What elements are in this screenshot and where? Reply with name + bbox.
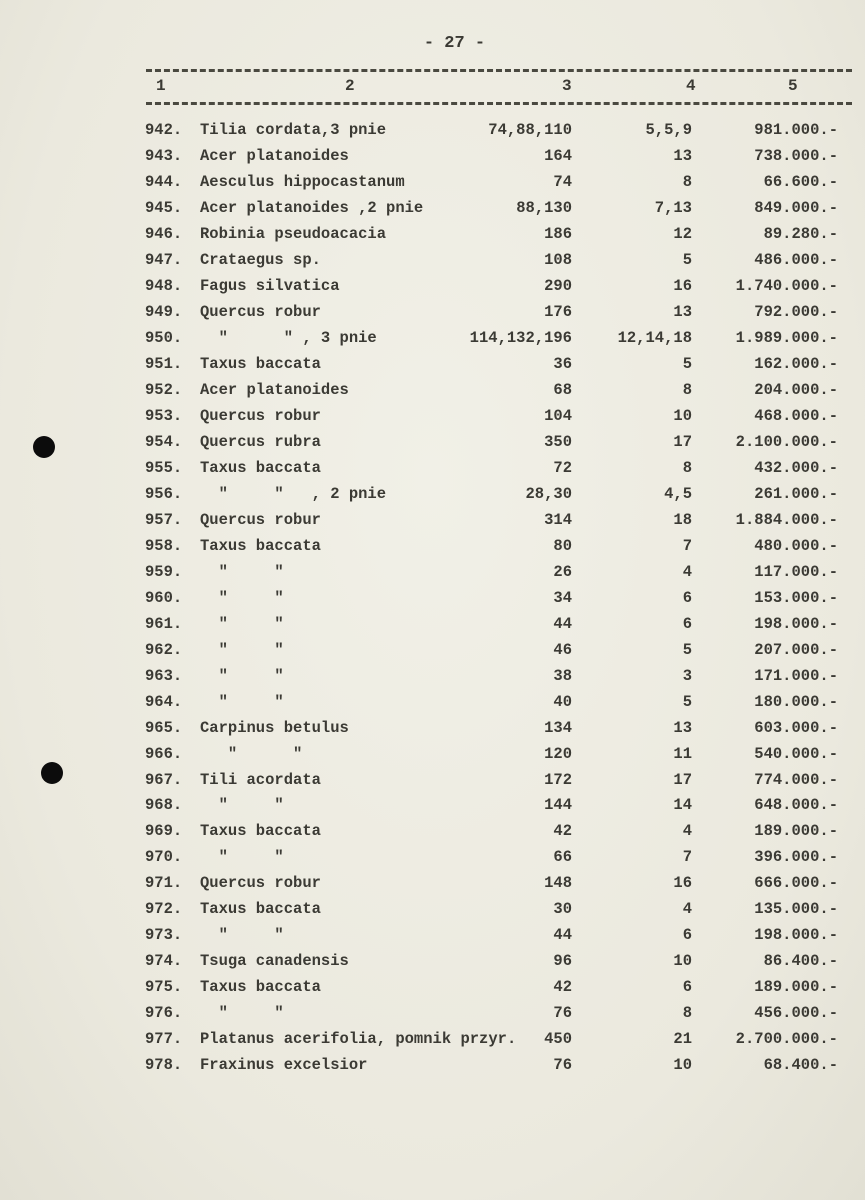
table-row: [0, 121, 865, 145]
col-3-value: 76: [553, 1004, 572, 1023]
row-number: 948.: [145, 276, 183, 295]
table-row: [0, 1056, 865, 1080]
table-row: [0, 433, 865, 457]
table-row: [0, 199, 865, 223]
col-4-value: 4: [682, 900, 692, 919]
col-5-value: 792.000.-: [754, 302, 838, 321]
col-4-value: 16: [673, 874, 692, 893]
col-4-value: 17: [673, 432, 692, 451]
species-name: " " , 3 pnie: [200, 328, 377, 347]
row-number: 977.: [145, 1030, 183, 1049]
species-name: Tsuga canadensis: [200, 952, 349, 971]
table-row: [0, 537, 865, 561]
species-name: Quercus robur: [200, 406, 321, 425]
table-row: [0, 745, 865, 769]
col-5-value: 171.000.-: [754, 666, 838, 685]
col-3-value: 66: [553, 848, 572, 867]
col-3-value: 74,88,110: [488, 121, 572, 139]
species-name: Taxus baccata: [200, 822, 321, 841]
row-number: 945.: [145, 198, 183, 217]
row-number: 976.: [145, 1004, 183, 1023]
col-5-value: 66.600.-: [763, 172, 838, 191]
row-number: 942.: [145, 121, 183, 139]
table-row: [0, 952, 865, 976]
row-number: 965.: [145, 718, 183, 737]
species-name: Platanus acerifolia, pomnik przyr.: [200, 1030, 517, 1049]
row-number: 972.: [145, 900, 183, 919]
col-4-value: 7: [682, 536, 692, 555]
species-name: Acer platanoides: [200, 146, 349, 165]
col-5-value: 603.000.-: [754, 718, 838, 737]
species-name: Crataegus sp.: [200, 250, 321, 269]
col-5-value: 135.000.-: [754, 900, 838, 919]
col-4-value: 10: [673, 1056, 692, 1075]
col-5-value: 774.000.-: [754, 770, 838, 789]
col-3-value: 108: [544, 250, 572, 269]
col-4-value: 18: [673, 510, 692, 529]
row-number: 959.: [145, 562, 183, 581]
table-row: [0, 511, 865, 535]
species-name: " ": [200, 588, 284, 607]
col-5-value: 204.000.-: [754, 380, 838, 399]
col-3-value: 120: [544, 744, 572, 763]
col-4-value: 4: [682, 562, 692, 581]
row-number: 950.: [145, 328, 183, 347]
punch-hole: [41, 762, 63, 784]
row-number: 956.: [145, 484, 183, 503]
col-3-value: 74: [553, 172, 572, 191]
row-number: 968.: [145, 796, 183, 815]
col-4-value: 5: [682, 640, 692, 659]
table-row: [0, 641, 865, 665]
col-5-value: 189.000.-: [754, 978, 838, 997]
species-name: " ": [200, 796, 284, 815]
table-row: [0, 381, 865, 405]
species-name: " " , 2 pnie: [200, 484, 387, 503]
col-5-value: 456.000.-: [754, 1004, 838, 1023]
col-5-value: 207.000.-: [754, 640, 838, 659]
col-5-value: 981.000.-: [754, 121, 838, 139]
row-number: 978.: [145, 1056, 183, 1075]
col-3-value: 36: [553, 354, 572, 373]
col-4-value: 21: [673, 1030, 692, 1049]
col-4-value: 8: [682, 1004, 692, 1023]
species-name: Quercus robur: [200, 302, 321, 321]
col-5-value: 89.280.-: [763, 224, 838, 243]
species-name: Taxus baccata: [200, 900, 321, 919]
table-row: [0, 459, 865, 483]
col-5-value: 180.000.-: [754, 692, 838, 711]
col-3-value: 38: [553, 666, 572, 685]
col-4-value: 6: [682, 978, 692, 997]
col-4-value: 6: [682, 614, 692, 633]
col-5-value: 68.400.-: [763, 1056, 838, 1075]
row-number: 961.: [145, 614, 183, 633]
col-5-value: 261.000.-: [754, 484, 838, 503]
col-3-value: 186: [544, 224, 572, 243]
table-row: [0, 225, 865, 249]
col-4-value: 13: [673, 302, 692, 321]
col-4-value: 14: [673, 796, 692, 815]
table-row: [0, 329, 865, 353]
col-3-value: 290: [544, 276, 572, 295]
col-3-value: 114,132,196: [469, 328, 572, 347]
table-row: [0, 978, 865, 1002]
col-5-value: 480.000.-: [754, 536, 838, 555]
col-5-value: 198.000.-: [754, 926, 838, 945]
species-name: Taxus baccata: [200, 536, 321, 555]
col-5-value: 849.000.-: [754, 198, 838, 217]
col-3-value: 72: [553, 458, 572, 477]
row-number: 946.: [145, 224, 183, 243]
col-4-value: 5: [682, 692, 692, 711]
row-number: 973.: [145, 926, 183, 945]
col-4-value: 16: [673, 276, 692, 295]
table-row: [0, 1030, 865, 1054]
col-4-value: 11: [673, 744, 692, 763]
col-4-value: 3: [682, 666, 692, 685]
row-number: 974.: [145, 952, 183, 971]
table-row: [0, 303, 865, 327]
col-3-value: 164: [544, 146, 572, 165]
table-row: [0, 900, 865, 924]
species-name: " ": [200, 744, 303, 763]
species-name: Quercus rubra: [200, 432, 321, 451]
species-name: Tilia cordata,3 pnie: [200, 121, 387, 139]
row-number: 966.: [145, 744, 183, 763]
col-3-value: 40: [553, 692, 572, 711]
col-4-value: 4,5: [664, 484, 692, 503]
row-number: 955.: [145, 458, 183, 477]
punch-hole: [33, 436, 55, 458]
col-3-value: 450: [544, 1030, 572, 1049]
species-name: " ": [200, 666, 284, 685]
col-4-value: 7,13: [654, 198, 692, 217]
col-4-value: 10: [673, 406, 692, 425]
col-5-value: 738.000.-: [754, 146, 838, 165]
header-col-3: 3: [562, 77, 572, 95]
table-row: [0, 147, 865, 171]
col-4-value: 4: [682, 822, 692, 841]
col-4-value: 7: [682, 848, 692, 867]
table-row: [0, 771, 865, 795]
header-col-5: 5: [788, 77, 798, 95]
col-4-value: 13: [673, 146, 692, 165]
col-4-value: 12: [673, 224, 692, 243]
page-number: - 27 -: [423, 34, 486, 53]
col-3-value: 68: [553, 380, 572, 399]
header-col-1: 1: [156, 77, 166, 95]
col-3-value: 148: [544, 874, 572, 893]
col-3-value: 88,130: [516, 198, 572, 217]
col-3-value: 104: [544, 406, 572, 425]
col-3-value: 42: [553, 822, 572, 841]
species-name: Taxus baccata: [200, 354, 321, 373]
col-5-value: 2.700.000.-: [735, 1030, 838, 1049]
row-number: 964.: [145, 692, 183, 711]
col-4-value: 6: [682, 926, 692, 945]
species-name: Taxus baccata: [200, 458, 321, 477]
table-row: [0, 355, 865, 379]
col-3-value: 96: [553, 952, 572, 971]
col-3-value: 314: [544, 510, 572, 529]
species-name: Aesculus hippocastanum: [200, 172, 405, 191]
row-number: 969.: [145, 822, 183, 841]
col-5-value: 486.000.-: [754, 250, 838, 269]
header-bottom-rule: [146, 102, 852, 105]
col-5-value: 1.740.000.-: [735, 276, 838, 295]
row-number: 960.: [145, 588, 183, 607]
col-4-value: 6: [682, 588, 692, 607]
col-3-value: 46: [553, 640, 572, 659]
species-name: Tili acordata: [200, 770, 321, 789]
col-4-value: 12,14,18: [617, 328, 692, 347]
col-5-value: 540.000.-: [754, 744, 838, 763]
col-3-value: 30: [553, 900, 572, 919]
col-4-value: 17: [673, 770, 692, 789]
col-5-value: 198.000.-: [754, 614, 838, 633]
col-4-value: 13: [673, 718, 692, 737]
row-number: 954.: [145, 432, 183, 451]
col-4-value: 8: [682, 380, 692, 399]
species-name: Acer platanoides: [200, 380, 349, 399]
row-number: 975.: [145, 978, 183, 997]
table-row: [0, 251, 865, 275]
row-number: 952.: [145, 380, 183, 399]
table-header: [0, 77, 865, 99]
table-row: [0, 563, 865, 587]
table-row: [0, 407, 865, 431]
col-4-value: 8: [682, 458, 692, 477]
col-5-value: 1.989.000.-: [735, 328, 838, 347]
table-row: [0, 796, 865, 820]
table-row: [0, 485, 865, 509]
col-5-value: 396.000.-: [754, 848, 838, 867]
header-top-rule: [146, 69, 852, 72]
table-row: [0, 589, 865, 613]
row-number: 951.: [145, 354, 183, 373]
col-4-value: 5: [682, 354, 692, 373]
row-number: 944.: [145, 172, 183, 191]
species-name: " ": [200, 692, 284, 711]
col-3-value: 26: [553, 562, 572, 581]
species-name: " ": [200, 848, 284, 867]
header-col-4: 4: [686, 77, 696, 95]
row-number: 963.: [145, 666, 183, 685]
row-number: 949.: [145, 302, 183, 321]
table-row: [0, 874, 865, 898]
col-5-value: 162.000.-: [754, 354, 838, 373]
table-row: [0, 926, 865, 950]
row-number: 957.: [145, 510, 183, 529]
table-row: [0, 822, 865, 846]
col-5-value: 86.400.-: [763, 952, 838, 971]
row-number: 971.: [145, 874, 183, 893]
species-name: Quercus robur: [200, 510, 321, 529]
col-3-value: 44: [553, 614, 572, 633]
species-name: Taxus baccata: [200, 978, 321, 997]
row-number: 970.: [145, 848, 183, 867]
table-row: [0, 848, 865, 872]
col-3-value: 134: [544, 718, 572, 737]
species-name: Acer platanoides ,2 pnie: [200, 198, 424, 217]
species-name: Carpinus betulus: [200, 718, 349, 737]
col-3-value: 34: [553, 588, 572, 607]
table-row: [0, 277, 865, 301]
col-4-value: 5,5,9: [645, 121, 692, 139]
col-5-value: 468.000.-: [754, 406, 838, 425]
species-name: Robinia pseudoacacia: [200, 224, 387, 243]
table-row: [0, 719, 865, 743]
col-4-value: 10: [673, 952, 692, 971]
col-4-value: 5: [682, 250, 692, 269]
row-number: 958.: [145, 536, 183, 555]
row-number: 943.: [145, 146, 183, 165]
col-3-value: 350: [544, 432, 572, 451]
table-row: [0, 1004, 865, 1028]
species-name: " ": [200, 1004, 284, 1023]
col-4-value: 8: [682, 172, 692, 191]
col-5-value: 648.000.-: [754, 796, 838, 815]
col-3-value: 42: [553, 978, 572, 997]
row-number: 967.: [145, 770, 183, 789]
row-number: 953.: [145, 406, 183, 425]
col-3-value: 172: [544, 770, 572, 789]
table-row: [0, 173, 865, 197]
species-name: " ": [200, 614, 284, 633]
col-5-value: 153.000.-: [754, 588, 838, 607]
col-5-value: 1.884.000.-: [735, 510, 838, 529]
species-name: Fraxinus excelsior: [200, 1056, 368, 1075]
col-3-value: 44: [553, 926, 572, 945]
col-3-value: 76: [553, 1056, 572, 1075]
table-row: [0, 615, 865, 639]
col-5-value: 2.100.000.-: [735, 432, 838, 451]
species-name: " ": [200, 562, 284, 581]
table-row: [0, 667, 865, 691]
col-5-value: 666.000.-: [754, 874, 838, 893]
col-3-value: 28,30: [525, 484, 572, 503]
row-number: 962.: [145, 640, 183, 659]
species-name: Fagus silvatica: [200, 276, 340, 295]
species-name: Quercus robur: [200, 874, 321, 893]
row-number: 947.: [145, 250, 183, 269]
col-5-value: 432.000.-: [754, 458, 838, 477]
col-5-value: 189.000.-: [754, 822, 838, 841]
table-row: [0, 693, 865, 717]
species-name: " ": [200, 640, 284, 659]
col-5-value: 117.000.-: [754, 562, 838, 581]
col-3-value: 144: [544, 796, 572, 815]
col-3-value: 80: [553, 536, 572, 555]
col-3-value: 176: [544, 302, 572, 321]
header-col-2: 2: [345, 77, 355, 95]
species-name: " ": [200, 926, 284, 945]
